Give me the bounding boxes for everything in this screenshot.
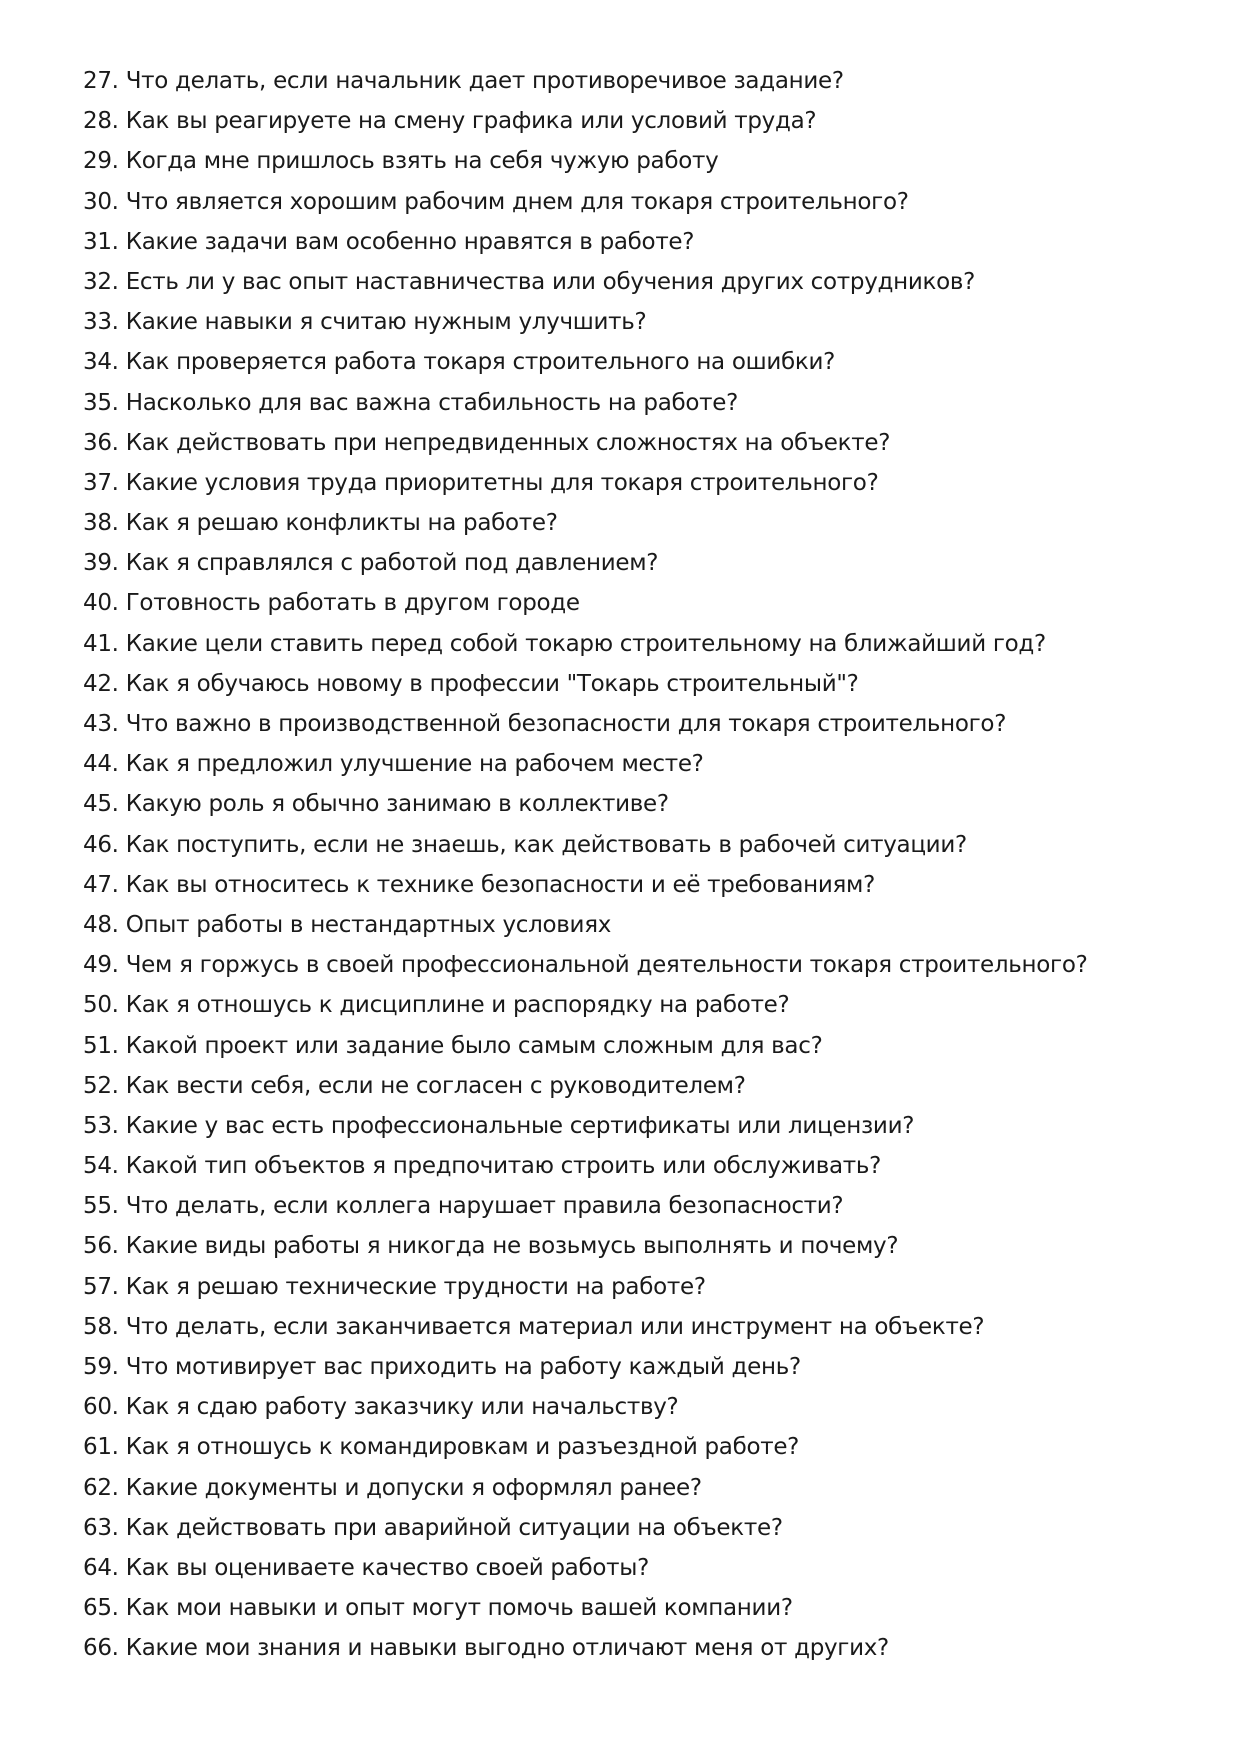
question-number: 28. [83, 108, 119, 135]
list-item [83, 624, 1183, 664]
list-item [83, 1066, 1183, 1106]
question-number: 64. [83, 1554, 119, 1581]
question-number: 65. [83, 1595, 119, 1622]
list-item [83, 664, 1183, 704]
list-item [83, 1588, 1183, 1628]
question-number: 38. [83, 510, 119, 537]
question-text: Какой тип объектов я предпочитаю строить или обслуживать? [125, 1153, 882, 1180]
question-text: Как я предложил улучшение на рабочем месте? [125, 751, 704, 778]
question-text: Что является хорошим рабочим днем для токаря строительного? [125, 188, 909, 215]
question-text: Какие задачи вам особенно нравятся в работе? [125, 228, 695, 255]
question-number: 49. [83, 952, 119, 979]
list-item [83, 141, 1183, 181]
list-item [83, 463, 1183, 503]
question-text: Есть ли у вас опыт наставничества или обучения других сотрудников? [125, 268, 976, 295]
list-item [83, 945, 1183, 985]
list-item [83, 985, 1183, 1025]
question-number: 50. [83, 992, 119, 1019]
question-text: Как я сдаю работу заказчику или начальству? [125, 1394, 679, 1421]
question-text: Какие цели ставить перед собой токарю строительному на ближайший год? [125, 630, 1046, 657]
list-item [83, 342, 1183, 382]
question-number: 46. [83, 831, 119, 858]
question-text: Как вы оцениваете качество своей работы? [125, 1554, 649, 1581]
list-item [83, 1106, 1183, 1146]
question-text: Как действовать при непредвиденных сложностях на объекте? [125, 429, 891, 456]
list-item [83, 1267, 1183, 1307]
list-item [83, 61, 1183, 101]
question-number: 62. [83, 1474, 119, 1501]
question-text: Опыт работы в нестандартных условиях [125, 911, 612, 938]
question-number: 47. [83, 871, 119, 898]
list-item [83, 905, 1183, 945]
question-number: 29. [83, 148, 119, 175]
question-number: 55. [83, 1193, 119, 1220]
question-text: Какие у вас есть профессиональные сертификаты или лицензии? [125, 1112, 915, 1139]
list-item [83, 1548, 1183, 1588]
list-item [83, 503, 1183, 543]
list-item [83, 383, 1183, 423]
question-number: 52. [83, 1072, 119, 1099]
list-item [83, 865, 1183, 905]
list-item [83, 784, 1183, 824]
question-number: 51. [83, 1032, 119, 1059]
question-number: 54. [83, 1153, 119, 1180]
question-text: Как мои навыки и опыт могут помочь вашей компании? [125, 1595, 793, 1622]
question-text: Как вести себя, если не согласен с руководителем? [125, 1072, 746, 1099]
list-item [83, 1468, 1183, 1508]
question-text: Что мотивирует вас приходить на работу каждый день? [125, 1354, 801, 1380]
question-text: Как я отношусь к командировкам и разъездной работе? [125, 1434, 800, 1461]
question-number: 41. [83, 630, 119, 657]
question-number: 48. [83, 911, 119, 938]
list-item [83, 302, 1183, 342]
list-item [83, 744, 1183, 784]
question-number: 57. [83, 1273, 119, 1300]
question-number: 58. [83, 1313, 119, 1340]
question-text: Что важно в производственной безопасности для токаря строительного? [125, 711, 1007, 737]
list-item [83, 1387, 1183, 1427]
question-text: Как поступить, если не знаешь, как действовать в рабочей ситуации? [125, 831, 967, 858]
list-item [83, 1026, 1183, 1066]
question-number: 56. [83, 1233, 119, 1260]
question-number: 32. [83, 268, 119, 295]
question-text: Как я решаю конфликты на работе? [125, 510, 558, 537]
question-number: 37. [83, 469, 119, 496]
list-item [83, 1307, 1183, 1347]
question-text: Как я обучаюсь новому в профессии "Токарь строительный"? [125, 670, 859, 697]
list-item [83, 1347, 1183, 1387]
question-text: Готовность работать в другом городе [125, 590, 580, 617]
list-item [83, 182, 1183, 222]
question-number: 31. [83, 228, 119, 255]
question-text: Как проверяется работа токаря строительного на ошибки? [125, 349, 836, 376]
question-number: 35. [83, 389, 119, 416]
question-text: Что делать, если заканчивается материал или инструмент на объекте? [125, 1313, 985, 1340]
list-item [83, 543, 1183, 583]
question-number: 33. [83, 309, 119, 336]
question-number: 27. [83, 68, 119, 94]
question-number: 53. [83, 1112, 119, 1139]
question-text: Как действовать при аварийной ситуации на объекте? [125, 1514, 783, 1541]
question-text: Какие мои знания и навыки выгодно отличают меня от других? [125, 1635, 889, 1662]
list-item [83, 222, 1183, 262]
question-text: Какой проект или задание было самым сложным для вас? [125, 1032, 823, 1059]
list-item [83, 262, 1183, 302]
list-item [83, 1226, 1183, 1266]
question-text: Как я справлялся с работой под давлением? [125, 550, 659, 577]
question-text: Какую роль я обычно занимаю в коллективе? [125, 791, 669, 818]
list-item [83, 1628, 1183, 1668]
question-text: Какие навыки я считаю нужным улучшить? [125, 309, 647, 336]
question-number: 43. [83, 711, 119, 737]
list-item [83, 704, 1183, 744]
list-item [83, 1146, 1183, 1186]
question-number: 66. [83, 1635, 119, 1662]
question-number: 30. [83, 188, 119, 215]
list-item [83, 583, 1183, 623]
question-text: Как вы относитесь к технике безопасности и её требованиям? [125, 871, 876, 898]
question-number: 40. [83, 590, 119, 617]
question-number: 60. [83, 1394, 119, 1421]
question-number: 45. [83, 791, 119, 818]
question-number: 63. [83, 1514, 119, 1541]
question-text: Чем я горжусь в своей профессиональной деятельности токаря строительного? [125, 952, 1088, 979]
list-item [83, 1186, 1183, 1226]
question-number: 61. [83, 1434, 119, 1461]
question-text: Как я решаю технические трудности на работе? [125, 1273, 706, 1300]
question-number: 34. [83, 349, 119, 376]
list-item [83, 1427, 1183, 1467]
question-number: 59. [83, 1354, 119, 1380]
question-text: Как вы реагируете на смену графика или условий труда? [125, 108, 817, 135]
question-text: Что делать, если начальник дает противоречивое задание? [125, 68, 844, 94]
question-text: Насколько для вас важна стабильность на работе? [125, 389, 738, 416]
question-number: 39. [83, 550, 119, 577]
question-text: Как я отношусь к дисциплине и распорядку на работе? [125, 992, 790, 1019]
question-number: 44. [83, 751, 119, 778]
list-item [83, 825, 1183, 865]
question-text: Когда мне пришлось взять на себя чужую работу [125, 148, 719, 175]
list-item [83, 1508, 1183, 1548]
question-number: 36. [83, 429, 119, 456]
question-text: Какие виды работы я никогда не возьмусь выполнять и почему? [125, 1233, 899, 1260]
list-item [83, 423, 1183, 463]
question-text: Какие условия труда приоритетны для токаря строительного? [125, 469, 879, 496]
question-text: Что делать, если коллега нарушает правила безопасности? [125, 1193, 844, 1220]
question-list [83, 61, 1183, 1669]
question-text: Какие документы и допуски я оформлял ранее? [125, 1474, 702, 1501]
list-item [83, 101, 1183, 141]
question-number: 42. [83, 670, 119, 697]
